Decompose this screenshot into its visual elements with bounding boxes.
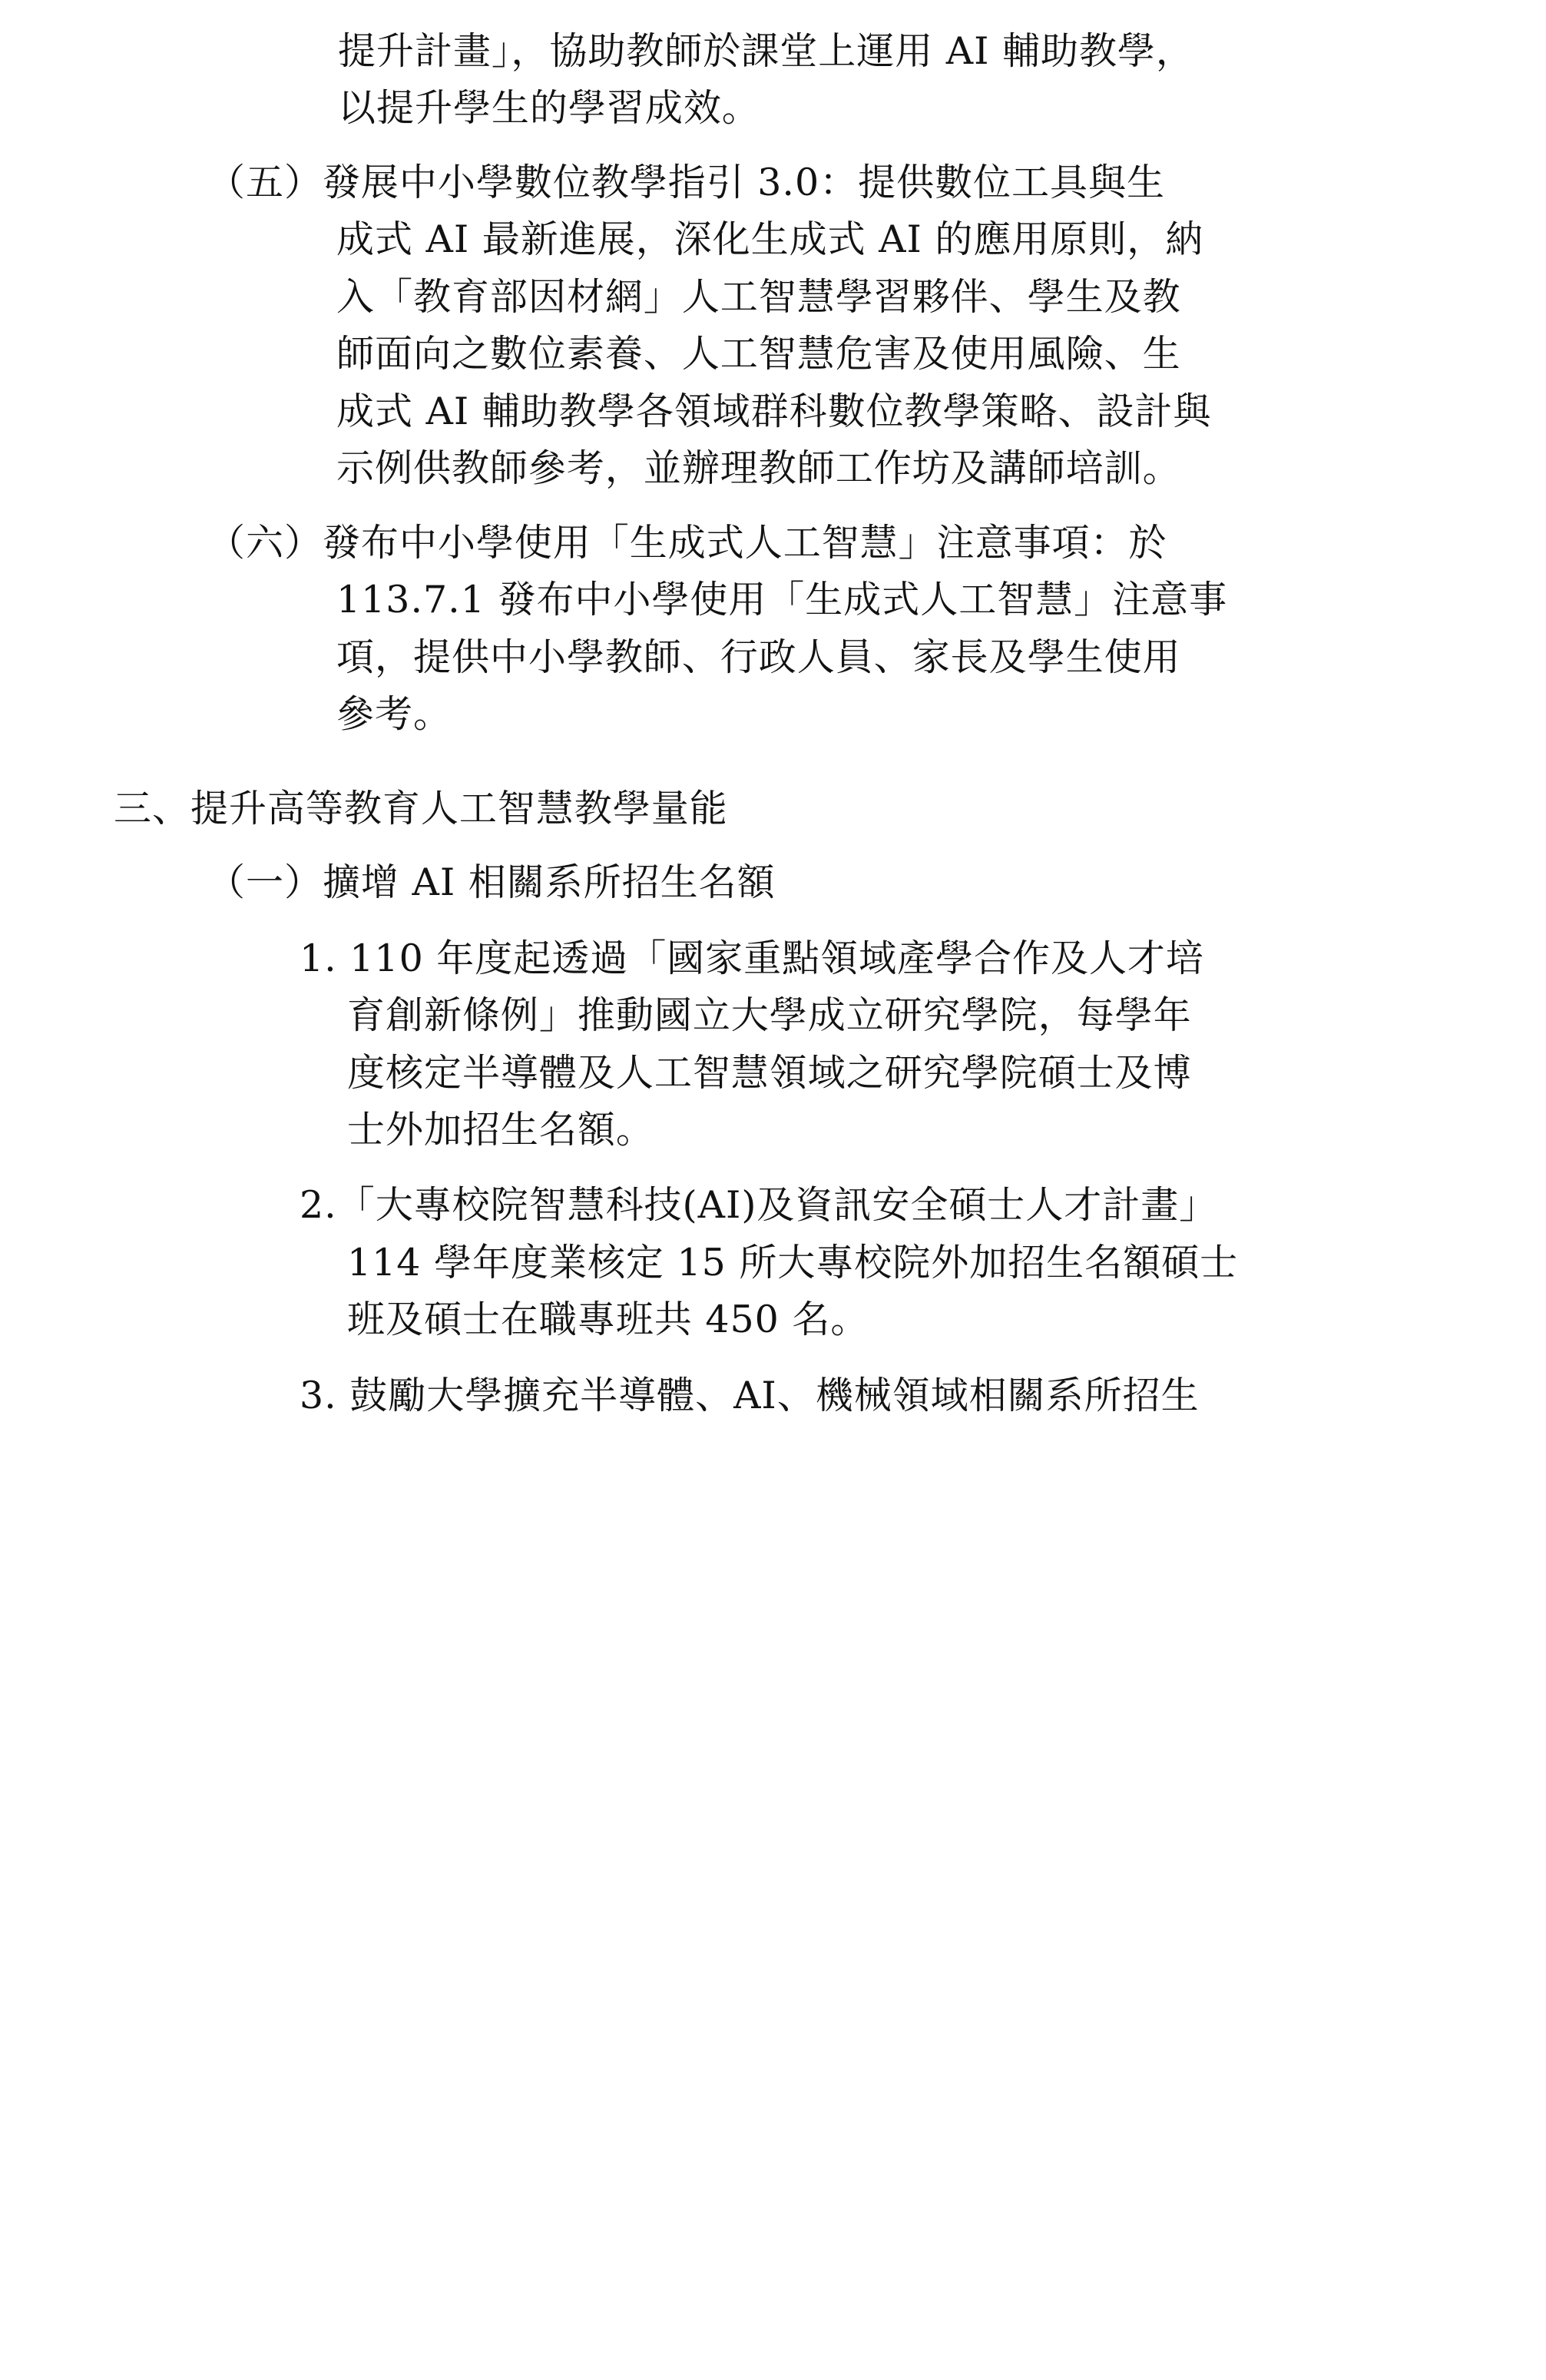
text-line: 提升計畫」，協助教師於課堂上運用 AI 輔助教學， xyxy=(338,29,1194,73)
text-line: 114 學年度業核定 15 所大專校院外加招生名額碩士 xyxy=(347,1240,1239,1284)
section-item-one xyxy=(207,854,1454,911)
text-line: 113.7.1 發布中小學使用「生成式人工智慧」注意事 xyxy=(336,578,1228,622)
text-line: 示例供教師參考，並辦理教師工作坊及講師培訓。 xyxy=(336,446,1181,491)
section-item-five xyxy=(207,154,1454,498)
text-line: 育創新條例」推動國立大學成立研究學院，每學年 xyxy=(347,993,1192,1038)
section-heading-three xyxy=(114,781,1454,837)
text-line: 項，提供中小學教師、行政人員、家長及學生使用 xyxy=(336,635,1181,679)
text-line: 2.「大專校院智慧科技(AI)及資訊安全碩士人才計畫」 xyxy=(300,1183,1218,1228)
section-item-six xyxy=(207,515,1454,744)
text-line: 師面向之數位素養、人工智慧危害及使用風險、生 xyxy=(336,332,1181,376)
text-line: （五）發展中小學數位教學指引 3.0：提供數位工具與生 xyxy=(207,160,1165,204)
vertical-spacer xyxy=(0,744,1546,754)
list-item-1 xyxy=(300,930,1454,1159)
continued-paragraph xyxy=(338,0,1454,138)
list-item-3 xyxy=(300,1367,1454,1424)
text-line: 三、提升高等教育人工智慧教學量能 xyxy=(114,786,728,830)
text-line: 班及碩士在職專班共 450 名。 xyxy=(347,1298,869,1342)
text-line: 度核定半導體及人工智慧領域之研究學院碩士及博 xyxy=(347,1050,1192,1095)
text-line: 3. 鼓勵大學擴充半導體、AI、機械領域相關系所招生 xyxy=(300,1373,1200,1417)
text-line: 成式 AI 輔助教學各領域群科數位教學策略、設計與 xyxy=(336,389,1212,433)
text-line: 士外加招生名額。 xyxy=(347,1107,654,1152)
text-line: 參考。 xyxy=(336,692,452,737)
text-line: 入「教育部因材網」人工智慧學習夥伴、學生及教 xyxy=(336,274,1181,319)
text-line: 以提升學生的學習成效。 xyxy=(338,86,760,131)
text-line: 1. 110 年度起透過「國家重點領域產學合作及人才培 xyxy=(300,936,1204,980)
text-line: （一）擴增 AI 相關系所招生名額 xyxy=(207,860,776,905)
list-item-2 xyxy=(300,1177,1454,1348)
text-line: （六）發布中小學使用「生成式人工智慧」注意事項：於 xyxy=(207,520,1167,565)
text-line: 成式 AI 最新進展，深化生成式 AI 的應用原則，納 xyxy=(336,217,1204,262)
